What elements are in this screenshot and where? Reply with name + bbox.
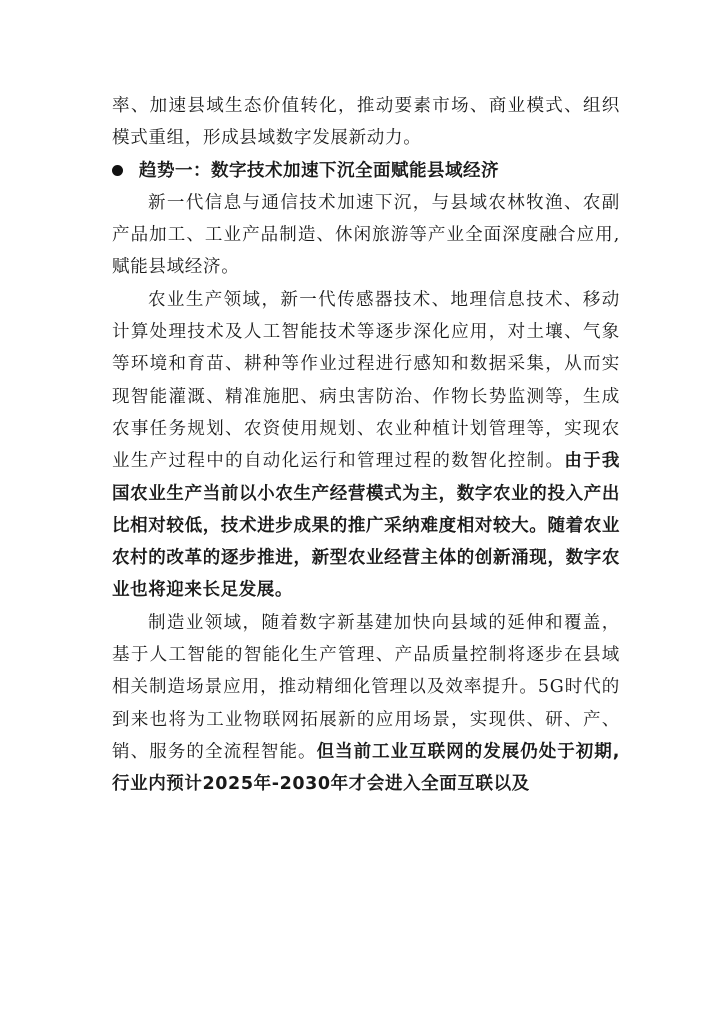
paragraph-text: 新一代信息与通信技术加速下沉，与县域农林牧渔、农副产品加工、工业产品制造、休闲旅游等产业全面深度融合应用,赋能县域经济。	[112, 192, 620, 278]
paragraph-agriculture	[112, 284, 620, 607]
heading-text: 趋势一：数字技术加速下沉全面赋能县域经济	[139, 160, 499, 181]
document-body	[112, 90, 620, 801]
paragraph-manufacturing	[112, 607, 620, 801]
bullet-icon	[112, 165, 123, 176]
paragraph-continued	[112, 90, 620, 155]
paragraph-text: 农业生产领域，新一代传感器技术、地理信息技术、移动计算处理技术及人工智能技术等逐步深化应用，对土壤、气象等环境和育苗、耕种等作业过程进行感知和数据采集，从而实现智能灌溉、精准施肥、病虫害防治、作物长势监测等，生成农事任务规划、农资使用规划、农业种植计划管理等，实现农业生产过程中的自动化运行和管理过程的数智化控制。	[112, 289, 620, 472]
paragraph-intro	[112, 187, 620, 284]
paragraph-bold-text: 但当前工业互联网的发展仍处于初期,行业内预计2025年-2030年才会进入全面互联以及	[112, 741, 620, 795]
paragraph-bold-text: 由于我国农业生产当前以小农生产经营模式为主，数字农业的投入产出比相对较低，技术进步成果的推广采纳难度相对较大。随着农业农村的改革的逐步推进，新型农业经营主体的创新涌现，数字农业也将迎来长足发展。	[112, 451, 620, 601]
paragraph-text: 率、加速县域生态价值转化，推动要素市场、商业模式、组织模式重组，形成县域数字发展新动力。	[112, 96, 620, 149]
paragraph-text: 制造业领域，随着数字新基建加快向县域的延伸和覆盖，基于人工智能的智能化生产管理、产品质量控制将逐步在县域相关制造场景应用，推动精细化管理以及效率提升。5G时代的到来也将为工业物联网拓展新的应用场景，实现供、研、产、销、服务的全流程智能。	[112, 612, 620, 762]
section-heading	[112, 155, 620, 187]
